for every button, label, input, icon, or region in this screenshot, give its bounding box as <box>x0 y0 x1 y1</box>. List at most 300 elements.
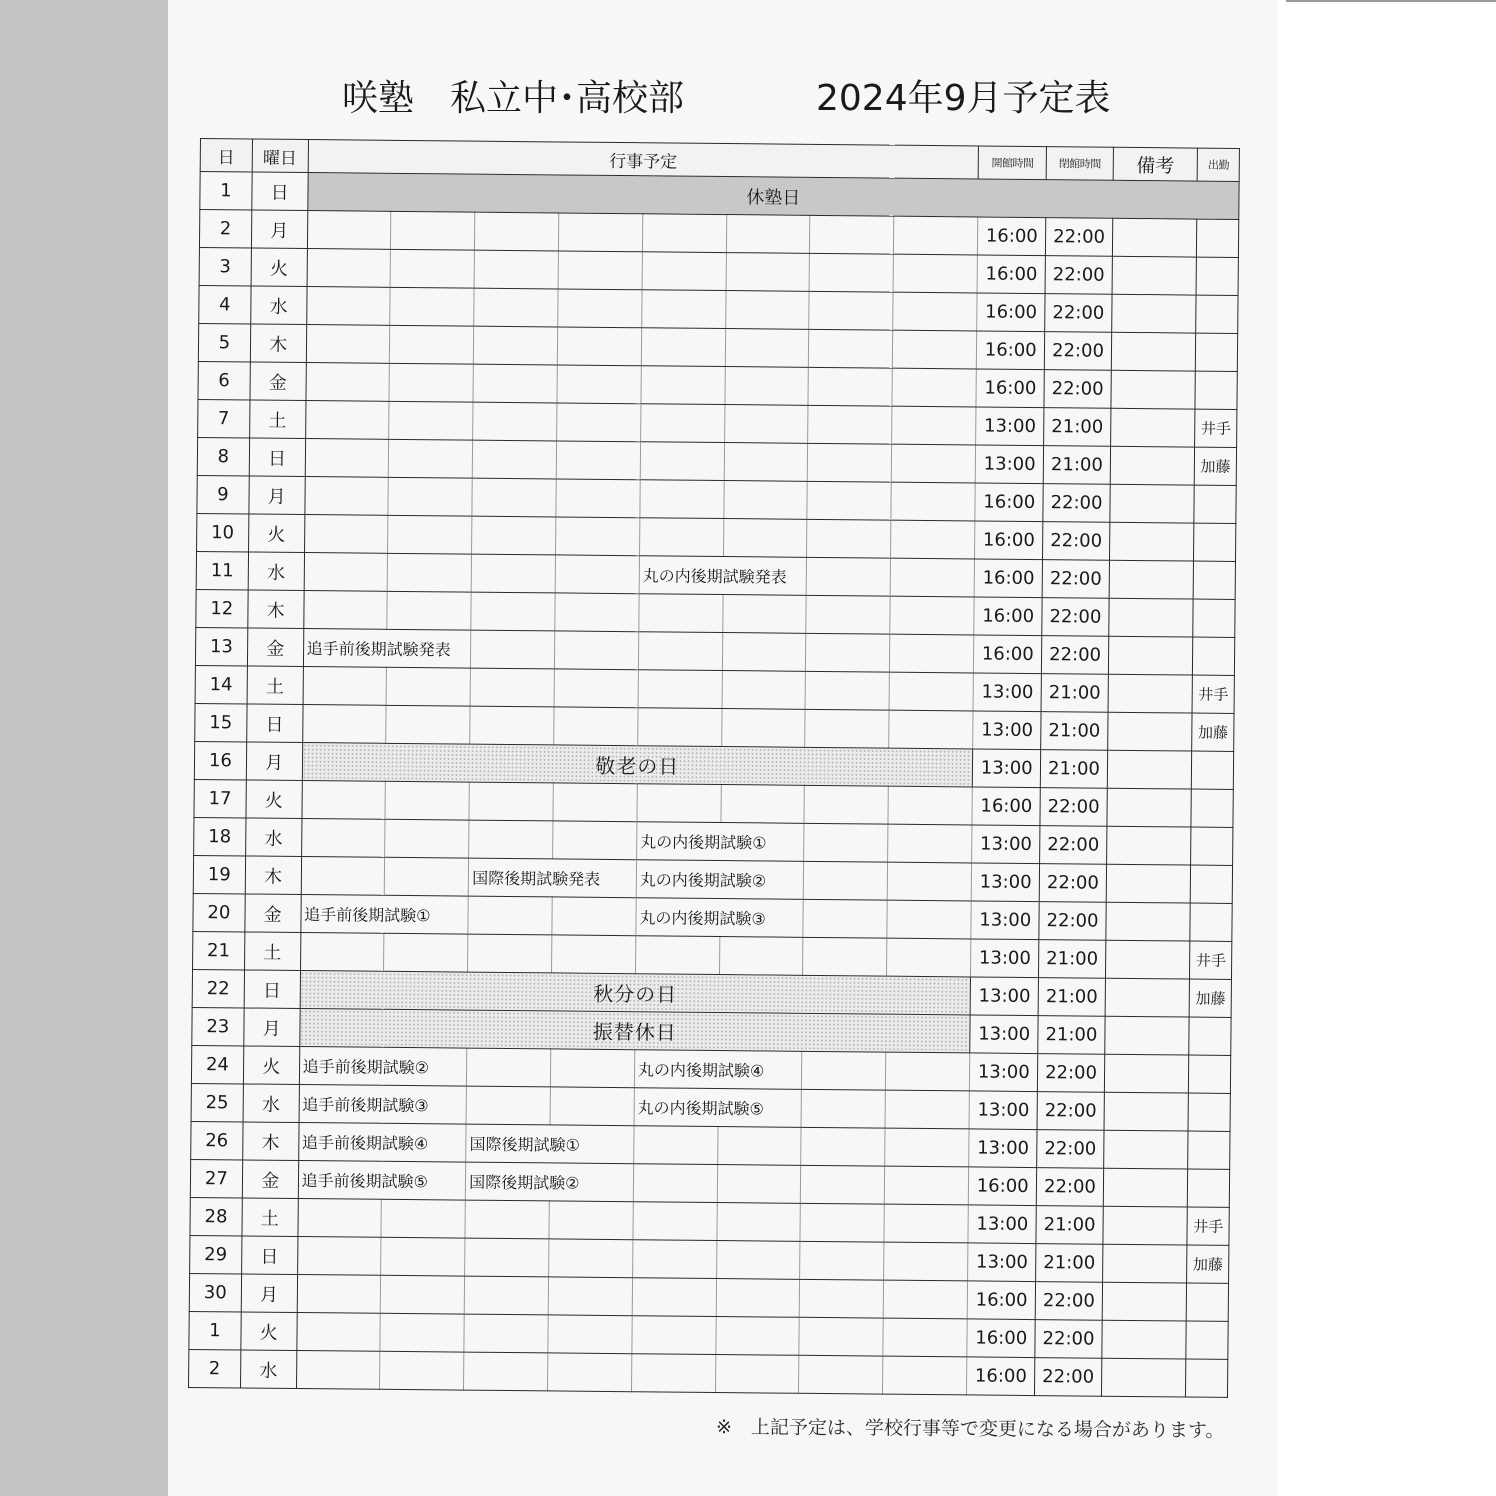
event-cell <box>891 520 975 559</box>
event-cell <box>890 558 974 597</box>
header-attendance: 出勤 <box>1198 148 1240 181</box>
day-cell: 29 <box>190 1235 242 1273</box>
event-cell <box>802 1051 886 1090</box>
attendance-cell <box>1197 219 1239 257</box>
event-cell <box>640 480 724 519</box>
event-cell <box>553 783 637 822</box>
event-cell <box>304 477 388 516</box>
event-cell <box>801 1165 885 1204</box>
event-cell <box>555 555 639 594</box>
event-cell <box>894 216 978 255</box>
event-cell <box>799 1317 883 1356</box>
event-cell <box>888 824 972 863</box>
event-cell <box>726 253 810 292</box>
open-time-cell: 16:00 <box>974 597 1043 636</box>
open-time-cell: 13:00 <box>971 939 1040 978</box>
event-cell <box>473 402 557 441</box>
day-cell: 25 <box>191 1083 243 1121</box>
event-cell: 丸の内後期試験④ <box>634 1050 802 1090</box>
event-cell <box>892 368 976 407</box>
notes-cell <box>1111 370 1196 409</box>
notes-cell <box>1109 522 1194 561</box>
close-time-cell: 22:00 <box>1040 788 1107 827</box>
close-time-cell: 22:00 <box>1044 370 1111 409</box>
day-cell: 2 <box>199 210 251 248</box>
day-cell: 24 <box>191 1045 243 1083</box>
event-cell <box>631 1354 715 1393</box>
open-time-cell: 13:00 <box>972 749 1041 788</box>
page-title <box>342 70 1122 120</box>
event-cell: 丸の内後期試験③ <box>636 898 804 938</box>
close-time-cell: 21:00 <box>1039 940 1106 979</box>
attendance-cell <box>1187 1283 1229 1321</box>
notes-cell <box>1105 978 1190 1017</box>
close-time-cell: 21:00 <box>1044 408 1111 447</box>
event-cell <box>389 401 473 440</box>
open-time-cell: 16:00 <box>968 1167 1037 1206</box>
event-cell <box>304 515 388 554</box>
schedule-table <box>188 138 1240 1398</box>
event-cell: 丸の内後期試験① <box>636 822 804 862</box>
event-cell <box>381 1199 465 1238</box>
open-time-cell: 16:00 <box>978 217 1047 256</box>
close-time-cell: 22:00 <box>1042 598 1109 637</box>
weekday-cell: 土 <box>242 1198 298 1237</box>
day-cell: 14 <box>195 665 247 703</box>
open-time-cell: 13:00 <box>975 445 1044 484</box>
event-cell <box>799 1355 883 1394</box>
event-cell <box>800 1279 884 1318</box>
weekday-cell: 火 <box>241 1312 297 1351</box>
weekday-cell: 水 <box>240 1350 296 1389</box>
event-cell: 追手前後期試験④ <box>298 1122 466 1162</box>
event-cell <box>638 708 722 747</box>
event-cell <box>390 325 474 364</box>
day-cell: 2 <box>189 1349 241 1387</box>
weekday-cell: 月 <box>249 476 305 515</box>
attendance-cell <box>1188 1093 1230 1131</box>
school-name: 咲塾 私立中･高校部 <box>342 78 685 119</box>
event-cell <box>809 291 893 330</box>
day-cell: 15 <box>195 703 247 741</box>
event-cell <box>558 251 642 290</box>
event-cell <box>806 671 890 710</box>
event-cell <box>641 366 725 405</box>
notes-cell <box>1104 1016 1189 1055</box>
event-cell <box>724 405 808 444</box>
event-cell <box>716 1317 800 1356</box>
open-time-cell: 13:00 <box>969 1053 1038 1092</box>
event-cell <box>724 443 808 482</box>
weekday-cell: 木 <box>250 324 306 363</box>
weekday-cell: 土 <box>244 932 300 971</box>
notes-cell <box>1103 1206 1188 1245</box>
close-time-cell: 22:00 <box>1040 864 1107 903</box>
event-cell <box>474 326 558 365</box>
event-cell <box>722 595 806 634</box>
event-cell <box>638 670 722 709</box>
notes-cell <box>1112 256 1197 295</box>
event-cell <box>893 292 977 331</box>
event-cell <box>891 482 975 521</box>
event-cell <box>635 936 719 975</box>
event-cell <box>301 857 385 896</box>
event-cell <box>889 672 973 711</box>
event-cell <box>726 215 810 254</box>
header-day: 日 <box>200 139 252 172</box>
attendance-cell <box>1197 257 1239 295</box>
event-cell <box>885 1090 969 1129</box>
event-cell <box>297 1274 381 1313</box>
header-close-time: 閉館時間 <box>1047 147 1114 181</box>
event-cell <box>464 1314 548 1353</box>
event-cell <box>465 1238 549 1277</box>
event-cell <box>717 1165 801 1204</box>
event-cell <box>640 442 724 481</box>
header-notes: 備考 <box>1113 147 1198 181</box>
notes-cell <box>1105 902 1190 941</box>
event-cell <box>884 1204 968 1243</box>
event-cell <box>716 1279 800 1318</box>
open-time-cell: 13:00 <box>971 901 1040 940</box>
weekday-cell: 月 <box>244 1008 300 1047</box>
event-cell <box>300 933 384 972</box>
event-cell <box>391 211 475 250</box>
corner-edge <box>1286 0 1496 2</box>
day-cell: 5 <box>198 323 250 361</box>
attendance-cell: 井手 <box>1190 941 1232 979</box>
event-cell <box>724 481 808 520</box>
close-time-cell: 22:00 <box>1037 1130 1104 1169</box>
attendance-cell <box>1194 523 1236 561</box>
attendance-cell <box>1192 751 1234 789</box>
event-cell <box>556 441 640 480</box>
event-cell <box>639 594 723 633</box>
event-cell <box>388 477 472 516</box>
event-cell <box>388 553 472 592</box>
attendance-cell: 加藤 <box>1195 447 1237 485</box>
weekday-cell: 日 <box>246 704 302 743</box>
event-cell <box>468 934 552 973</box>
event-cell <box>467 1048 551 1087</box>
holiday-banner: 振替休日 <box>299 1008 970 1052</box>
event-cell <box>475 212 559 251</box>
event-cell <box>717 1127 801 1166</box>
open-time-cell: 16:00 <box>967 1319 1036 1358</box>
weekday-cell: 月 <box>241 1274 297 1313</box>
event-cell <box>558 213 642 252</box>
header-open-time: 開館時間 <box>978 146 1047 180</box>
event-cell: 丸の内後期試験⑤ <box>634 1088 802 1128</box>
notes-cell <box>1111 332 1196 371</box>
attendance-cell <box>1195 371 1237 409</box>
day-cell: 7 <box>198 399 250 437</box>
event-cell <box>557 327 641 366</box>
event-cell <box>892 444 976 483</box>
weekday-cell: 日 <box>249 438 305 477</box>
open-time-cell: 13:00 <box>969 1129 1038 1168</box>
close-time-cell: 21:00 <box>1038 1016 1105 1055</box>
day-cell: 20 <box>193 893 245 931</box>
event-cell <box>297 1236 381 1275</box>
event-cell <box>474 288 558 327</box>
event-cell <box>806 633 890 672</box>
event-cell <box>548 1277 632 1316</box>
event-cell <box>725 329 809 368</box>
notes-cell <box>1106 826 1191 865</box>
close-time-cell: 22:00 <box>1036 1282 1103 1321</box>
notes-cell <box>1108 636 1193 675</box>
event-cell <box>381 1275 465 1314</box>
open-time-cell: 13:00 <box>973 711 1042 750</box>
weekday-cell: 火 <box>246 780 302 819</box>
event-cell <box>804 861 888 900</box>
event-cell <box>807 481 891 520</box>
event-cell: 国際後期試験② <box>466 1162 634 1202</box>
schedule-month: 2024年9月予定表 <box>816 78 1111 119</box>
event-cell <box>637 784 721 823</box>
day-cell: 12 <box>196 589 248 627</box>
event-cell <box>470 706 554 745</box>
open-time-cell: 16:00 <box>976 331 1045 370</box>
event-cell <box>388 515 472 554</box>
event-cell <box>549 1239 633 1278</box>
open-time-cell: 16:00 <box>967 1281 1036 1320</box>
event-cell <box>470 668 554 707</box>
event-cell <box>390 249 474 288</box>
closed-day-banner: 休塾日 <box>307 173 1239 220</box>
open-time-cell: 16:00 <box>977 255 1046 294</box>
event-cell: 丸の内後期試験② <box>636 860 804 900</box>
open-time-cell: 16:00 <box>976 369 1045 408</box>
close-time-cell: 21:00 <box>1044 446 1111 485</box>
event-cell: 追手前後期試験発表 <box>303 629 471 669</box>
day-cell: 8 <box>197 437 249 475</box>
event-cell <box>381 1237 465 1276</box>
notes-cell <box>1108 674 1193 713</box>
open-time-cell: 13:00 <box>970 1015 1039 1054</box>
attendance-cell <box>1193 637 1235 675</box>
background-right <box>1278 0 1496 1496</box>
weekday-cell: 火 <box>248 514 304 553</box>
event-cell <box>890 596 974 635</box>
day-cell: 3 <box>199 247 251 285</box>
footnote: ※ 上記予定は、学校行事等で変更になる場合があります。 <box>715 1416 1225 1442</box>
close-time-cell: 22:00 <box>1039 902 1106 941</box>
weekday-cell: 月 <box>251 210 307 249</box>
event-cell <box>307 211 391 250</box>
notes-cell <box>1102 1282 1187 1321</box>
day-cell: 27 <box>190 1159 242 1197</box>
event-cell <box>804 823 888 862</box>
event-cell <box>389 363 473 402</box>
close-time-cell: 22:00 <box>1046 218 1113 257</box>
event-cell <box>800 1203 884 1242</box>
event-cell <box>719 937 803 976</box>
event-cell <box>889 710 973 749</box>
event-cell <box>552 897 636 936</box>
attendance-cell: 井手 <box>1192 675 1234 713</box>
event-cell: 国際後期試験① <box>466 1124 634 1164</box>
event-cell <box>304 553 388 592</box>
event-cell <box>548 1315 632 1354</box>
event-cell <box>717 1203 801 1242</box>
day-cell: 4 <box>199 285 251 323</box>
event-cell <box>554 631 638 670</box>
event-cell: 追手前後期試験③ <box>299 1084 467 1124</box>
event-cell <box>800 1241 884 1280</box>
event-cell <box>884 1280 968 1319</box>
open-time-cell: 16:00 <box>972 787 1041 826</box>
close-time-cell: 21:00 <box>1036 1244 1103 1283</box>
event-cell <box>301 819 385 858</box>
attendance-cell <box>1194 561 1236 599</box>
close-time-cell: 22:00 <box>1045 256 1112 295</box>
day-cell: 10 <box>197 513 249 551</box>
event-cell <box>721 785 805 824</box>
event-cell <box>557 365 641 404</box>
event-cell <box>803 899 887 938</box>
attendance-cell: 加藤 <box>1187 1245 1229 1283</box>
weekday-cell: 木 <box>245 856 301 895</box>
event-cell <box>715 1355 799 1394</box>
event-cell <box>716 1241 800 1280</box>
event-cell <box>558 289 642 328</box>
weekday-cell: 水 <box>248 552 304 591</box>
event-cell <box>471 630 555 669</box>
close-time-cell: 22:00 <box>1043 522 1110 561</box>
attendance-cell <box>1186 1321 1228 1359</box>
close-time-cell: 21:00 <box>1036 1206 1103 1245</box>
notes-cell <box>1108 598 1193 637</box>
event-cell <box>554 707 638 746</box>
event-cell <box>885 1166 969 1205</box>
event-cell <box>471 554 555 593</box>
open-time-cell: 16:00 <box>977 293 1046 332</box>
notes-cell <box>1101 1320 1186 1359</box>
close-time-cell: 22:00 <box>1037 1092 1104 1131</box>
day-cell: 21 <box>193 931 245 969</box>
day-cell: 1 <box>200 172 252 210</box>
event-cell <box>639 518 723 557</box>
event-cell <box>296 1312 380 1351</box>
weekday-cell: 木 <box>242 1122 298 1161</box>
event-cell <box>384 933 468 972</box>
event-cell <box>306 363 390 402</box>
attendance-cell <box>1189 1017 1231 1055</box>
event-cell <box>884 1242 968 1281</box>
day-cell: 13 <box>195 627 247 665</box>
event-cell <box>306 287 390 326</box>
attendance-cell: 井手 <box>1195 409 1237 447</box>
close-time-cell: 22:00 <box>1043 560 1110 599</box>
event-cell <box>632 1240 716 1279</box>
weekday-cell: 金 <box>242 1160 298 1199</box>
event-cell <box>464 1352 548 1391</box>
attendance-cell <box>1191 865 1233 903</box>
weekday-cell: 水 <box>243 1084 299 1123</box>
event-cell <box>556 517 640 556</box>
event-cell <box>472 440 556 479</box>
notes-cell <box>1106 864 1191 903</box>
event-cell <box>723 519 807 558</box>
event-cell <box>557 403 641 442</box>
day-cell: 6 <box>198 361 250 399</box>
open-time-cell: 13:00 <box>968 1205 1037 1244</box>
day-cell: 28 <box>190 1197 242 1235</box>
event-cell <box>298 1198 382 1237</box>
event-cell: 丸の内後期試験発表 <box>639 556 807 596</box>
holiday-banner: 敬老の日 <box>302 743 973 787</box>
open-time-cell: 16:00 <box>975 521 1044 560</box>
notes-cell <box>1109 484 1194 523</box>
event-cell <box>810 215 894 254</box>
close-time-cell: 22:00 <box>1037 1168 1104 1207</box>
notes-cell <box>1107 712 1192 751</box>
open-time-cell: 16:00 <box>974 635 1043 674</box>
event-cell <box>885 1128 969 1167</box>
attendance-cell <box>1189 1055 1231 1093</box>
event-cell <box>296 1350 380 1389</box>
event-cell <box>472 516 556 555</box>
event-cell: 追手前後期試験① <box>300 895 468 935</box>
attendance-cell: 加藤 <box>1192 713 1234 751</box>
day-cell: 16 <box>194 741 246 779</box>
event-cell <box>386 667 470 706</box>
event-cell <box>633 1164 717 1203</box>
close-time-cell: 22:00 <box>1045 294 1112 333</box>
event-cell <box>892 406 976 445</box>
attendance-cell <box>1190 903 1232 941</box>
weekday-cell: 火 <box>251 248 307 287</box>
weekday-cell: 金 <box>245 894 301 933</box>
weekday-cell: 日 <box>244 970 300 1009</box>
day-cell: 11 <box>196 551 248 589</box>
event-cell <box>471 592 555 631</box>
open-time-cell: 16:00 <box>975 483 1044 522</box>
event-cell <box>549 1201 633 1240</box>
header-events: 行事予定 <box>308 140 979 179</box>
close-time-cell: 21:00 <box>1041 750 1108 789</box>
event-cell <box>385 857 469 896</box>
close-time-cell: 22:00 <box>1038 1054 1105 1093</box>
event-cell <box>807 519 891 558</box>
event-cell <box>389 439 473 478</box>
notes-cell <box>1110 446 1195 485</box>
event-cell <box>808 443 892 482</box>
event-cell <box>883 1318 967 1357</box>
day-cell: 18 <box>194 817 246 855</box>
event-cell <box>803 937 887 976</box>
close-time-cell: 21:00 <box>1041 674 1108 713</box>
event-cell <box>887 900 971 939</box>
event-cell <box>380 1351 464 1390</box>
close-time-cell: 22:00 <box>1043 484 1110 523</box>
event-cell <box>305 439 389 478</box>
weekday-cell: 金 <box>247 628 303 667</box>
event-cell <box>725 367 809 406</box>
event-cell <box>469 820 553 859</box>
event-cell <box>888 786 972 825</box>
event-cell <box>472 478 556 517</box>
header-weekday: 曜日 <box>252 139 308 173</box>
event-cell: 追手前後期試験⑤ <box>298 1160 466 1200</box>
event-cell <box>722 671 806 710</box>
event-cell <box>642 290 726 329</box>
event-cell <box>464 1276 548 1315</box>
event-cell <box>801 1127 885 1166</box>
schedule-sheet <box>188 138 1240 1398</box>
